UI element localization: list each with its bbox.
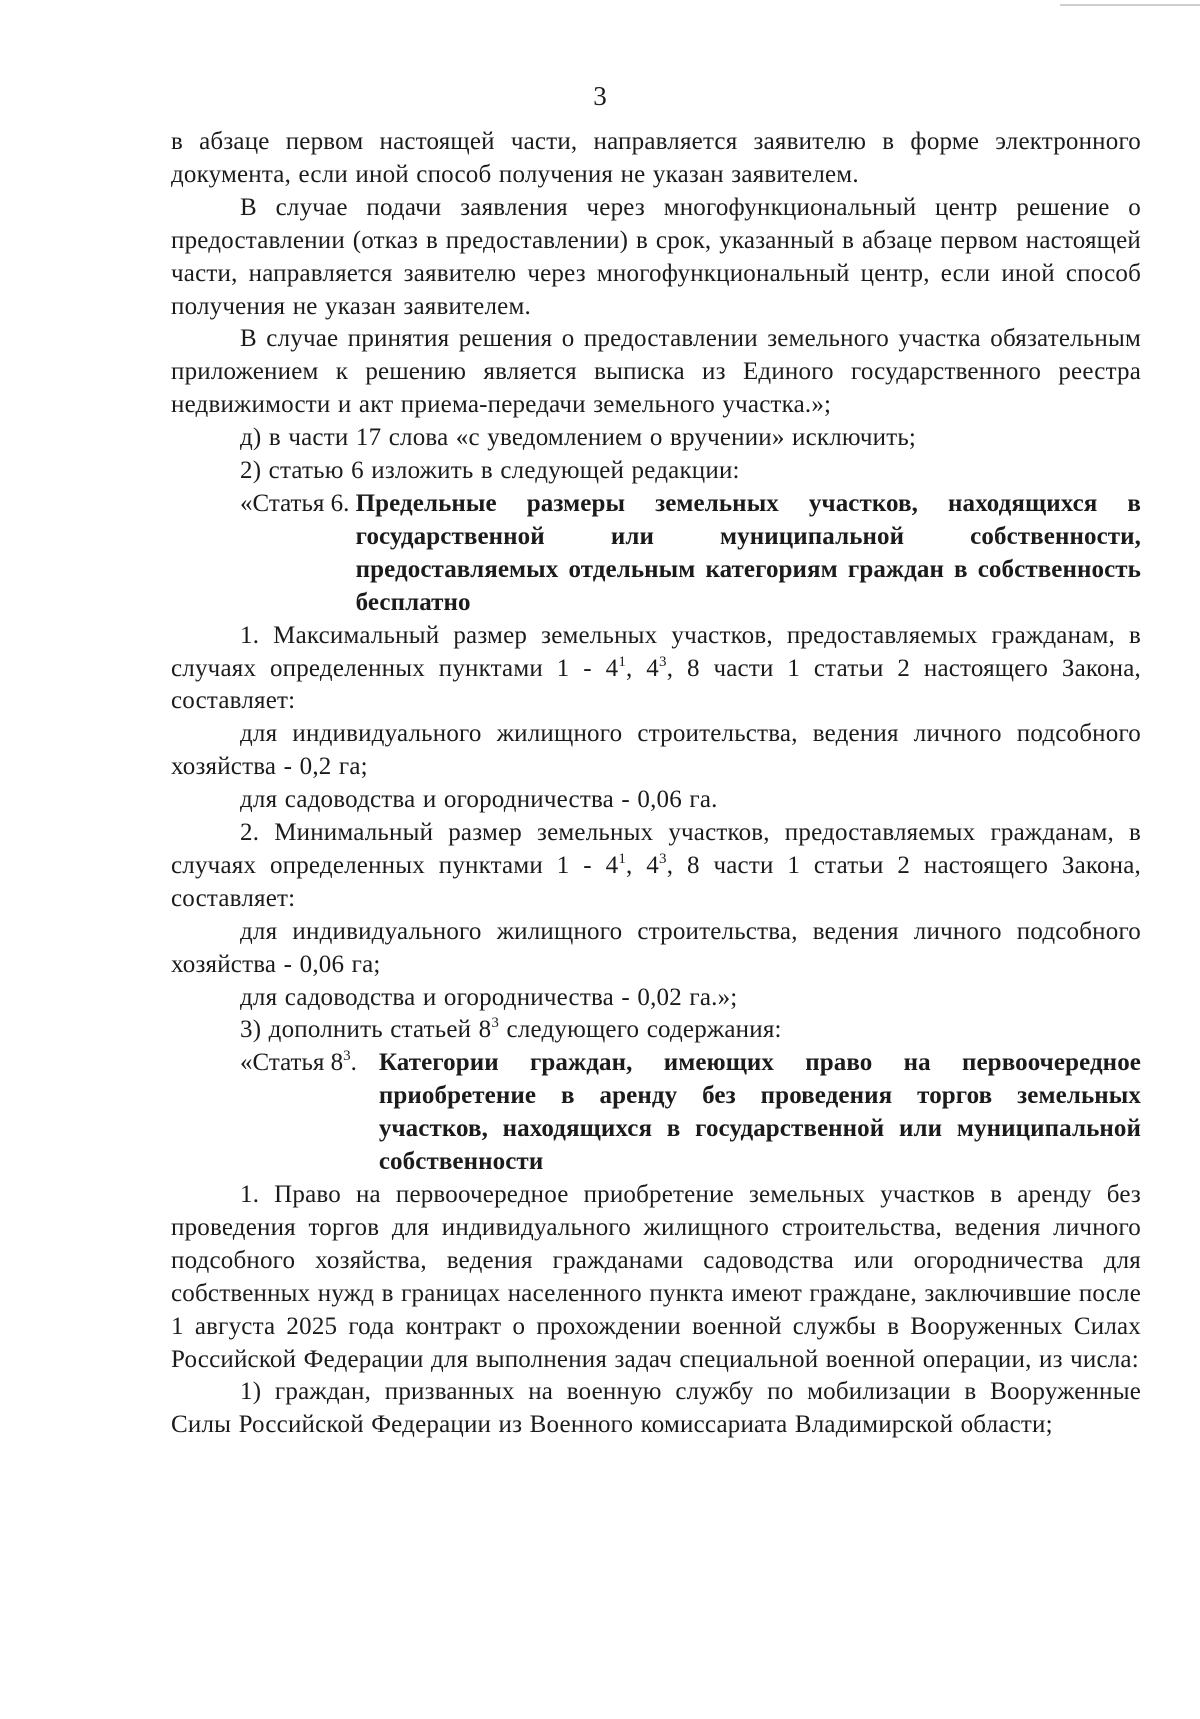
superscript: 3 <box>491 1015 500 1032</box>
paragraph: 1. Право на первоочередное приобретение земельных участков в аренду без проведения торгов для индивидуального жилищного строительства, ведения личного подсобного хозяйства, ведения гражданами садоводства или огородничества для собственных нужд в границах населенного пункта имеют граждане, заключившие после 1 августа 2025 года контракт о прохождении военной службы в Вооруженных Силах Российской Федерации для выполнения задач специальной военной операции, из числа: <box>171 1181 1141 1373</box>
superscript: 3 <box>343 1048 351 1065</box>
item-text: , 8 части 1 статьи 2 настоящего Закона, составляет: <box>171 654 1141 715</box>
paragraph: для индивидуального жилищного строительства, ведения личного подсобного хозяйства - 0,2 га; <box>171 720 1141 781</box>
article-6-item-1 <box>171 620 1141 719</box>
superscript: 3 <box>659 850 667 867</box>
article-6-title: Предельные размеры земельных участков, находящихся в государственной или муниципальной собственности, предоставляемых отдельным категориям граждан в собственность бесплатно <box>355 489 1141 616</box>
item-text: , 4 <box>626 654 659 682</box>
paragraph: 2) статью 6 изложить в следующей редакции: <box>240 457 740 485</box>
label-text: «Статья 8 <box>240 1049 344 1077</box>
article-8-3-heading <box>171 1047 1141 1179</box>
item-text: 1. Максимальный размер земельных участков, предоставляемых гражданам, в случаях определенных пунктами 1 - 4 <box>171 621 1141 682</box>
article-8-3-title: Категории граждан, имеющих право на первоочередное приобретение в аренду без проведения торгов земельных участков, находящихся в государственной или муниципальной собственности <box>378 1049 1141 1176</box>
item-text: следующего содержания: <box>499 1016 782 1044</box>
superscript: 3 <box>659 653 667 670</box>
article-6-item-2 <box>171 817 1141 916</box>
item-text: 2. Минимальный размер земельных участков, предоставляемых гражданам, в случаях определенных пунктами 1 - 4 <box>171 819 1141 879</box>
paragraph: для садоводства и огородничества - 0,02 га.»; <box>240 983 738 1011</box>
item-text: , 8 части 1 статьи 2 настоящего Закона, составляет: <box>171 851 1141 912</box>
article-6-label: «Статья 6. <box>240 489 356 517</box>
article-8-3-label <box>171 1047 357 1179</box>
superscript: 1 <box>618 850 627 867</box>
paragraph: для индивидуального жилищного строительства, ведения личного подсобного хозяйства - 0,06 га; <box>171 917 1141 978</box>
scan-edge-line <box>1060 4 1200 6</box>
article-6-heading <box>171 488 1141 620</box>
page-number: 3 <box>593 81 607 111</box>
paragraph: В случае подачи заявления через многофункциональный центр решение о предоставлении (отказ в предоставлении) в срок, указанный в абзаце первом настоящей части, направляется заявителю через многофункциональный центр, если иной способ получения не указан заявителем. <box>171 193 1141 320</box>
item-3 <box>171 1014 1141 1047</box>
paragraph: в абзаце первом настоящей части, направляется заявителю в форме электронного документа, если иной способ получения не указан заявителем. <box>171 128 1141 188</box>
item-text: 3) дополнить статьей 8 <box>240 1016 492 1044</box>
superscript: 1 <box>618 653 627 670</box>
paragraph: 1) граждан, призванных на военную службу по мобилизации в Вооруженные Силы Российской Федерации из Военного комиссариата Владимирской области; <box>171 1378 1141 1439</box>
paragraph: для садоводства и огородничества - 0,06 га. <box>240 786 718 814</box>
label-text: . <box>350 1049 357 1077</box>
document-body <box>171 126 1141 1442</box>
paragraph: д) в части 17 слова «с уведомлением о вручении» исключить; <box>240 424 917 452</box>
item-text: , 4 <box>626 851 659 879</box>
spacer <box>357 1047 379 1179</box>
paragraph: В случае принятия решения о предоставлении земельного участка обязательным приложением к решению является выписка из Единого государственного реестра недвижимости и акт приема-передачи земельного участка.»; <box>171 325 1141 419</box>
